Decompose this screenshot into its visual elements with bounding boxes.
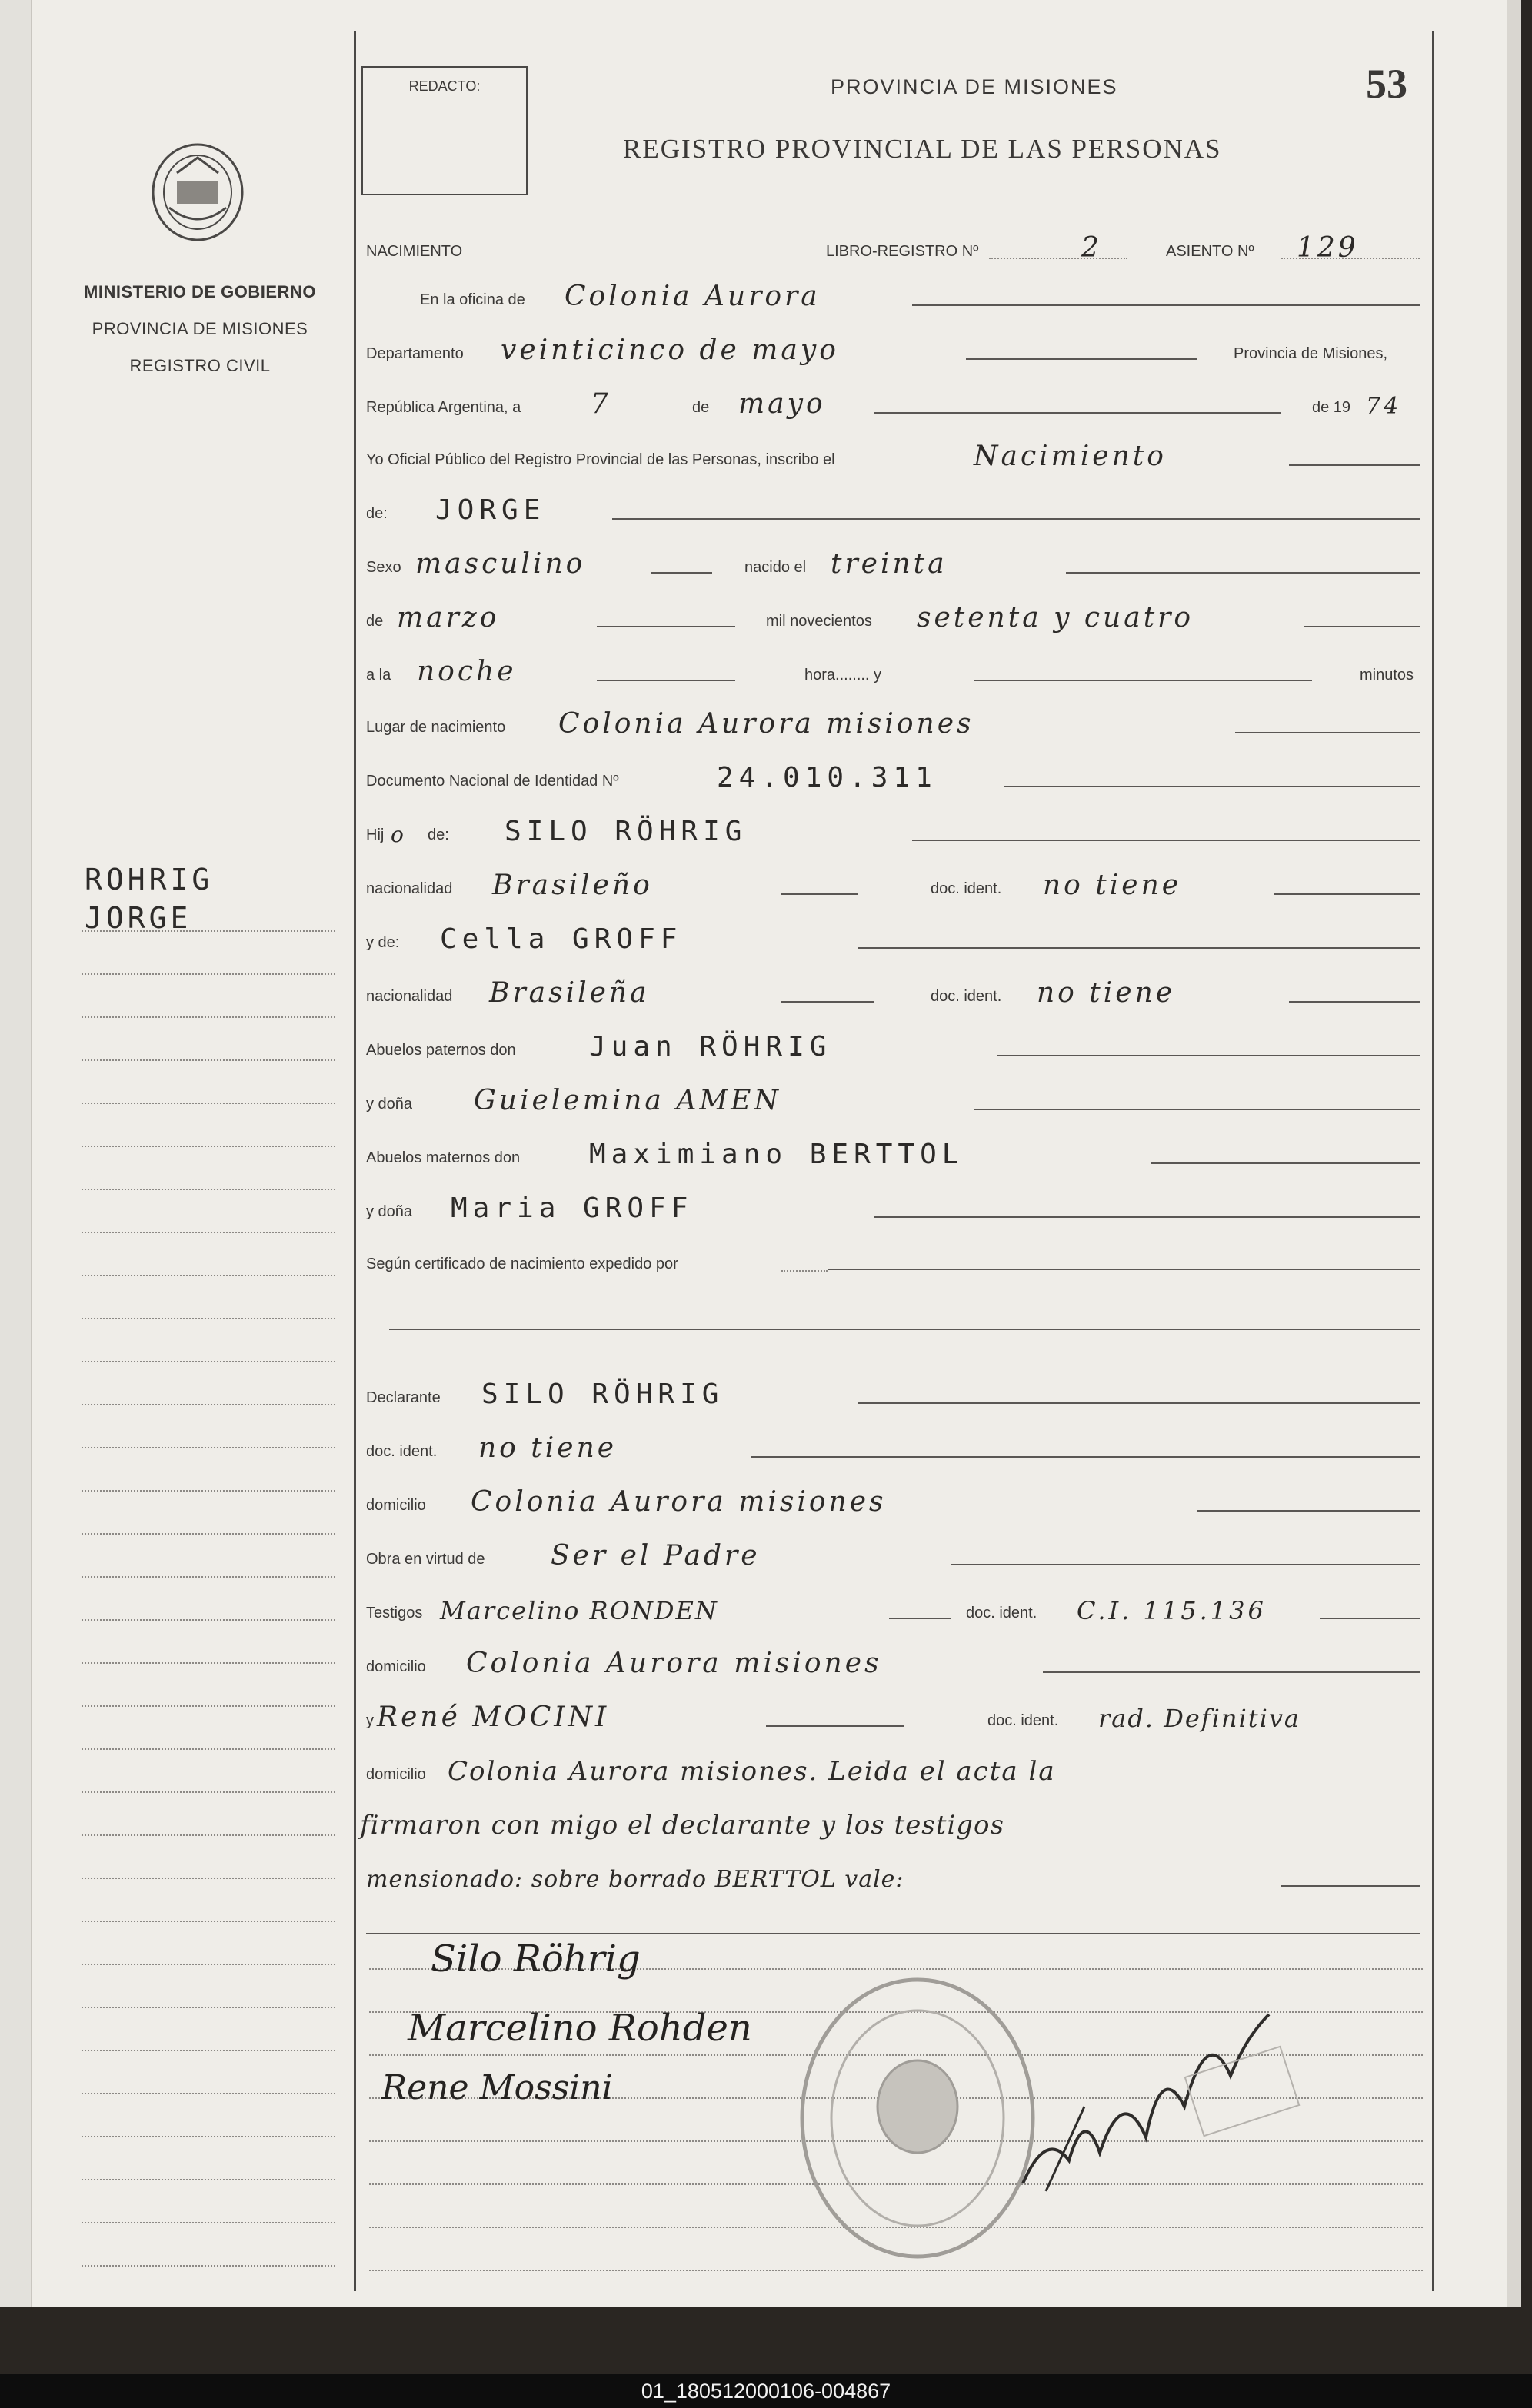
- margin-ruled-line: [82, 1490, 335, 1492]
- ministry-line3: REGISTRO CIVIL: [129, 356, 271, 375]
- row-padre-nac: [366, 864, 1427, 903]
- lugar-label: Lugar de nacimiento: [366, 719, 506, 736]
- domicilio-label-3: domicilio: [366, 1766, 426, 1783]
- row-closing1: [360, 1804, 1427, 1842]
- row-abuela-mat: [366, 1187, 1427, 1226]
- madre-doc: no tiene: [1037, 977, 1176, 1009]
- yde-label: y de:: [366, 934, 400, 951]
- province-title: PROVINCIA DE MISIONES: [831, 75, 1118, 98]
- testigo1-dom: Colonia Aurora misiones: [466, 1648, 882, 1679]
- right-rule: [1432, 31, 1434, 2291]
- declarante-doc: no tiene: [478, 1432, 618, 1464]
- domicilio-label-2: domicilio: [366, 1658, 426, 1675]
- act-type-label: NACIMIENTO: [366, 243, 463, 260]
- margin-ruled-line: [82, 2136, 335, 2137]
- row-testigo1-dom: [366, 1642, 1427, 1681]
- provincial-seal-icon: [146, 138, 250, 250]
- page-binding: [0, 0, 32, 2307]
- margin-ruled-line: [82, 1662, 335, 1664]
- abuela-mat: Maria GROFF: [451, 1192, 694, 1224]
- row-closing3: [366, 1904, 1427, 1942]
- row-abuelo-pat: [366, 1026, 1427, 1064]
- lugar-value: Colonia Aurora misiones: [558, 708, 974, 740]
- ministry-line1: MINISTERIO DE GOBIERNO: [84, 282, 316, 301]
- de-label: de: [692, 399, 710, 416]
- ydona-label-1: y doña: [366, 1096, 413, 1113]
- margin-ruled-line: [82, 1878, 335, 1879]
- margin-ruled-line: [82, 1232, 335, 1233]
- padre-nac: Brasileño: [492, 870, 653, 901]
- declarante-value: SILO RÖHRIG: [481, 1379, 724, 1410]
- obra-value: Ser el Padre: [551, 1540, 761, 1572]
- left-rule: [354, 31, 356, 2291]
- oficina-value: Colonia Aurora: [565, 281, 821, 312]
- margin-ruled-line: [82, 2222, 335, 2223]
- row-nombre: [366, 489, 1427, 527]
- departamento-value: veinticinco de mayo: [501, 334, 839, 366]
- sexo-value: masculino: [415, 548, 586, 580]
- margin-ruled-line: [82, 1016, 335, 1018]
- y-label: y: [366, 1712, 374, 1729]
- signature-testigo2: Rene Mossini: [381, 2068, 613, 2107]
- margin-ruled-line: [82, 1964, 335, 1965]
- ministry-heading: [46, 274, 354, 384]
- file-id-bar: [0, 2374, 1532, 2408]
- row-dni: [366, 757, 1427, 795]
- margin-ruled-line: [82, 1705, 335, 1707]
- nacido-dia: treinta: [831, 548, 948, 580]
- margin-ruled-line: [82, 1189, 335, 1190]
- row-inscribo: [366, 435, 1427, 474]
- testigo1-doc: C.I. 115.136: [1077, 1596, 1267, 1625]
- certificado-label: Según certificado de nacimiento expedido por: [366, 1256, 678, 1272]
- row-departamento: [366, 329, 1427, 368]
- margin-ruled-line: [82, 1447, 335, 1448]
- margin-ruled-line: [82, 1059, 335, 1061]
- libro-value: 2: [1081, 232, 1102, 264]
- testigo2-doc: rad. Definitiva: [1098, 1704, 1301, 1733]
- margin-ruled-line: [82, 1533, 335, 1535]
- fecha-mes: mayo: [738, 388, 826, 420]
- asiento-label: ASIENTO Nº: [1166, 243, 1254, 260]
- abuelos-mat-label: Abuelos maternos don: [366, 1149, 521, 1166]
- a-la-label: a la: [366, 667, 391, 683]
- row-declarante-doc: [366, 1427, 1427, 1465]
- nac-label-1: nacionalidad: [366, 880, 453, 897]
- redacto-label: REDACTO:: [408, 78, 481, 94]
- closing-line2: mensionado: sobre borrado BERTTOL vale:: [366, 1866, 904, 1893]
- doc-label-2: doc. ident.: [931, 988, 1002, 1005]
- row-oficina: [366, 275, 1427, 314]
- row-testigo1: [366, 1588, 1427, 1627]
- testigos-label: Testigos: [366, 1605, 423, 1621]
- dni-label: Documento Nacional de Identidad Nº: [366, 773, 619, 790]
- margin-ruled-line: [82, 2050, 335, 2051]
- doc-label-3: doc. ident.: [366, 1443, 438, 1460]
- margin-ruled-line: [82, 1921, 335, 1922]
- padre-doc: no tiene: [1043, 870, 1182, 901]
- row-madre-nac: [366, 972, 1427, 1010]
- inscribo-value: Nacimiento: [974, 441, 1167, 472]
- dni-value: 24.010.311: [717, 762, 938, 793]
- margin-ruled-line: [82, 1576, 335, 1578]
- signature-declarante: Silo Röhrig: [431, 1937, 641, 1981]
- nacido-mes: marzo: [397, 602, 500, 634]
- row-obra: [366, 1535, 1427, 1573]
- margin-note-given-name: JORGE: [85, 901, 192, 935]
- row-sexo: [366, 543, 1427, 581]
- margin-ruled-line: [82, 1834, 335, 1836]
- file-id: 01_180512000106-004867: [641, 2380, 891, 2403]
- domicilio-label-1: domicilio: [366, 1497, 426, 1514]
- abuelo-mat: Maximiano BERTTOL: [589, 1139, 964, 1170]
- sexo-label: Sexo: [366, 559, 401, 576]
- margin-ruled-line: [82, 1404, 335, 1405]
- closing-line1: firmaron con migo el declarante y los testigos: [360, 1810, 1004, 1841]
- ministry-line2: PROVINCIA DE MISIONES: [92, 319, 308, 338]
- margin-ruled-line: [82, 1361, 335, 1362]
- margin-ruled-line: [82, 1103, 335, 1104]
- hora-label: hora........ y: [804, 667, 882, 683]
- mil-label: mil novecientos: [766, 613, 872, 630]
- margin-ruled-line: [82, 973, 335, 975]
- oficina-label: En la oficina de: [420, 291, 525, 308]
- margin-ruled-line: [82, 2007, 335, 2008]
- abuelo-pat: Juan RÖHRIG: [589, 1031, 832, 1063]
- row-hora: [366, 650, 1427, 689]
- hijo-label-de: de:: [428, 827, 449, 843]
- republica-label: República Argentina, a: [366, 399, 521, 416]
- row-libro: [366, 227, 1427, 265]
- margin-ruled-line: [82, 1791, 335, 1793]
- registry-title: REGISTRO PROVINCIAL DE LAS PERSONAS: [623, 134, 1222, 164]
- margin-ruled-line: [82, 2093, 335, 2094]
- provincia-label: Provincia de Misiones,: [1234, 345, 1388, 362]
- row-testigo2: [366, 1696, 1427, 1734]
- de2-label: de:: [366, 505, 388, 522]
- doc-label-5: doc. ident.: [987, 1712, 1059, 1729]
- anio-value: 74: [1366, 393, 1402, 420]
- official-signature-icon: [1000, 1991, 1307, 2222]
- madre-value: Cella GROFF: [440, 923, 683, 955]
- row-abuela-pat: [366, 1079, 1427, 1118]
- obra-label: Obra en virtud de: [366, 1551, 485, 1568]
- row-nacido-mes: [366, 597, 1427, 635]
- margin-ruled-line: [82, 1318, 335, 1319]
- fecha-dia: 7: [591, 388, 611, 420]
- folio-number: 53: [1366, 61, 1407, 107]
- testigo2: René MOCINI: [377, 1701, 610, 1733]
- anio-label: de 19: [1312, 399, 1351, 416]
- row-republica: [366, 383, 1427, 421]
- nacido-label: nacido el: [744, 559, 807, 576]
- doc-label-4: doc. ident.: [966, 1605, 1037, 1621]
- margin-ruled-line: [82, 1275, 335, 1276]
- row-abuelo-mat: [366, 1133, 1427, 1172]
- signature-testigo1: Marcelino Rohden: [408, 2007, 752, 2050]
- doc-label-1: doc. ident.: [931, 880, 1002, 897]
- row-declarante-dom: [366, 1481, 1427, 1519]
- testigo2-dom: Colonia Aurora misiones. Leida el acta la: [448, 1756, 1056, 1787]
- libro-label: LIBRO-REGISTRO Nº: [826, 243, 979, 260]
- margin-ruled-line: [82, 1748, 335, 1750]
- padre-value: SILO RÖHRIG: [505, 816, 748, 847]
- inscribo-label: Yo Oficial Público del Registro Provincial de las Personas, inscribo el: [366, 451, 835, 468]
- nacido-anio: setenta y cuatro: [917, 602, 1194, 634]
- testigo1: Marcelino RONDEN: [440, 1596, 718, 1625]
- departamento-label: Departamento: [366, 345, 464, 362]
- declarante-label: Declarante: [366, 1389, 441, 1406]
- row-certificado: [366, 1239, 1427, 1278]
- row-certificado-cont: [366, 1299, 1427, 1338]
- margin-ruled-line: [82, 2265, 335, 2267]
- madre-nac: Brasileña: [489, 977, 650, 1009]
- asiento-value: 129: [1297, 232, 1359, 264]
- abuela-pat: Guielemina AMEN: [474, 1085, 781, 1116]
- abuelos-pat-label: Abuelos paternos don: [366, 1042, 516, 1059]
- nac-label-2: nacionalidad: [366, 988, 453, 1005]
- margin-ruled-line: [82, 1146, 335, 1147]
- hijo-label-prefix: Hij: [366, 827, 385, 843]
- margin-ruled-line: [82, 930, 335, 932]
- ydona-label-2: y doña: [366, 1203, 413, 1220]
- redacto-box: [361, 66, 528, 195]
- row-hijo: [366, 810, 1427, 849]
- row-madre: [366, 918, 1427, 956]
- margin-ruled-line: [82, 2179, 335, 2180]
- nombre-value: JORGE: [435, 494, 546, 526]
- row-declarante: [366, 1373, 1427, 1412]
- body-ruled-line: [369, 2270, 1423, 2271]
- row-testigo2-dom: [366, 1750, 1427, 1788]
- row-lugar: [366, 703, 1427, 741]
- margin-note-surname: ROHRIG: [85, 863, 214, 896]
- hora-value: noche: [417, 656, 517, 687]
- de3-label: de: [366, 613, 384, 630]
- declarante-dom: Colonia Aurora misiones: [471, 1486, 887, 1518]
- minutos-label: minutos: [1360, 667, 1414, 683]
- row-closing2: [366, 1856, 1427, 1894]
- margin-ruled-line: [82, 1619, 335, 1621]
- hijo-suffix: o: [391, 822, 407, 847]
